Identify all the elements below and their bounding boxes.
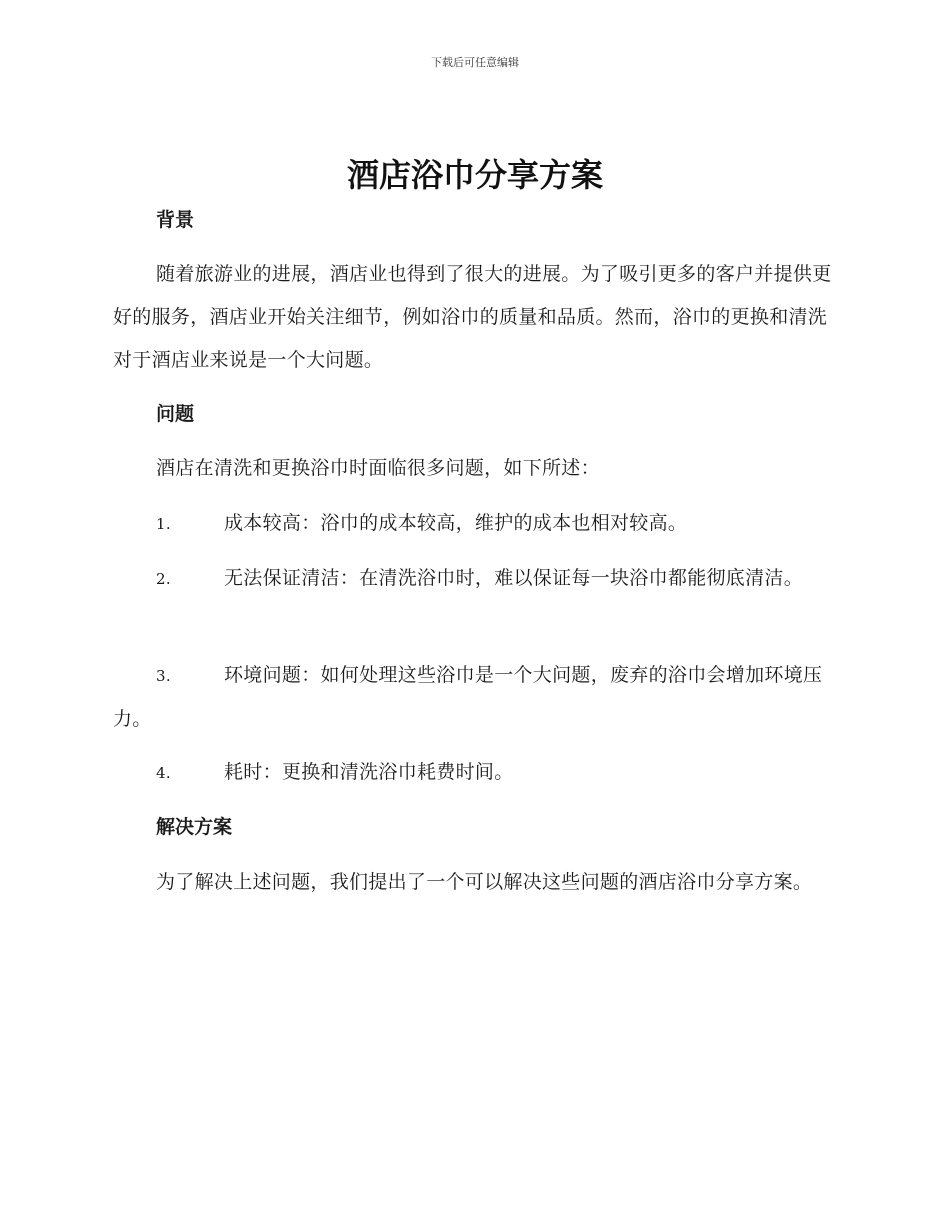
solution-paragraph: 为了解决上述问题，我们提出了一个可以解决这些问题的酒店浴巾分享方案。 bbox=[156, 871, 813, 893]
solution-body bbox=[113, 861, 837, 904]
section-heading-background: 背景 bbox=[156, 209, 195, 231]
background-paragraph: 随着旅游业的进展，酒店业也得到了很大的进展。为了吸引更多的客户并提供更好的服务，酒店业开始关注细节，例如浴巾的质量和品质。然而，浴巾的更换和清洗对于酒店业来说是一个大问题。 bbox=[113, 263, 832, 371]
section-solution bbox=[113, 806, 837, 849]
list-item-number: 3. bbox=[156, 667, 171, 685]
problems-intro-block bbox=[113, 447, 837, 490]
section-problems bbox=[113, 393, 837, 436]
list-item-number: 2. bbox=[156, 570, 171, 588]
header-note: 下载后可任意编辑 bbox=[431, 56, 519, 69]
list-item-number: 4. bbox=[156, 764, 171, 782]
list-item bbox=[113, 751, 837, 795]
document-title: 酒店浴巾分享方案 bbox=[346, 156, 603, 194]
problems-intro: 酒店在清洗和更换浴巾时面临很多问题，如下所述： bbox=[156, 457, 600, 479]
list-item-text: 耗时：更换和清洗浴巾耗费时间。 bbox=[224, 761, 514, 783]
list-item-number: 1. bbox=[156, 515, 171, 533]
section-heading-solution: 解决方案 bbox=[156, 816, 233, 838]
list-item-text: 成本较高：浴巾的成本较高，维护的成本也相对较高。 bbox=[224, 512, 688, 534]
section-background bbox=[113, 199, 837, 242]
list-item bbox=[113, 557, 837, 601]
list-item bbox=[113, 502, 837, 546]
list-item-text: 无法保证清洁：在清洗浴巾时，难以保证每一块浴巾都能彻底清洁。 bbox=[224, 567, 804, 589]
list-item-text: 环境问题：如何处理这些浴巾是一个大问题，废弃的浴巾会增加环境压力。 bbox=[113, 664, 823, 730]
background-body bbox=[113, 253, 837, 382]
section-heading-problems: 问题 bbox=[156, 403, 195, 425]
list-item bbox=[113, 654, 837, 741]
